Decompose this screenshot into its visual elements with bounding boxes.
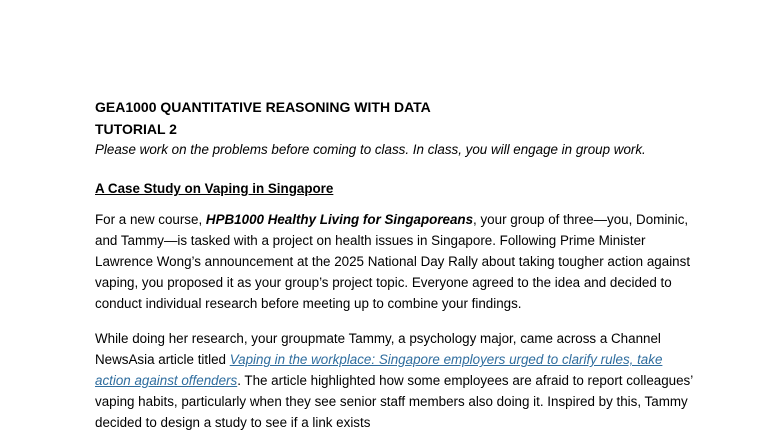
instructions-text: Please work on the problems before coming to class. In class, you will engage in group work. <box>95 142 646 157</box>
paragraph-research <box>95 328 695 433</box>
course-title: GEA1000 QUANTITATIVE REASONING WITH DATA <box>95 99 431 115</box>
paragraph-research-lead: While doing her research, your groupmate Tammy, a psychology major, came across a Channel NewsAsia article titled <box>95 331 661 367</box>
course-name: HPB1000 Healthy Living for Singaporeans <box>205 212 474 227</box>
paragraph-intro-rest: , your group of three—you, Dominic, and Tammy—is tasked with a project on health issues in Singapore. Following Prime Minister Lawrence Wong’s announcement at the 2025 National Day Rally about taking tougher action against vaping, you proposed it as your group’s project topic. Everyone agreed to the idea and decided to conduct individual research before meeting up to combine your findings. <box>95 212 691 311</box>
tutorial-title: TUTORIAL 2 <box>95 121 177 137</box>
paragraph-research-rest: . The article highlighted how some employees are afraid to report colleagues’ vaping habits, particularly when they see senior staff members also doing it. Inspired by this, Tammy decided to design a study to see if a link exists <box>95 373 693 430</box>
article-link[interactable]: Vaping in the workplace: Singapore employers urged to clarify rules, take action against offenders <box>95 352 663 388</box>
paragraph-intro-lead: For a new course, <box>95 212 206 227</box>
section-title: A Case Study on Vaping in Singapore <box>95 181 334 196</box>
document-content <box>95 96 695 433</box>
paragraph-intro <box>95 209 695 314</box>
